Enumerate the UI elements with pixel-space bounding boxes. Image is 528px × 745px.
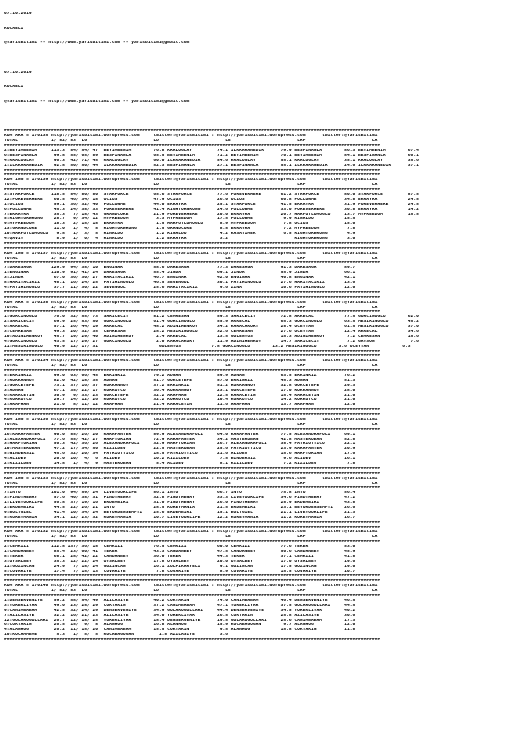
horse-row: 7:EKRAYRA 35.3 7/ 18/ 43 GRANDCOKE 21.9 FOREVERHERE 20.0 EKRAYRA 20.7 HARPUTLUMOGLU 13.7 MYFREEDOM 15.5 — [4, 212, 419, 217]
column-header: TOTAL 1/ 82/ 83 LG LD LE LRF LA — [4, 183, 378, 188]
race-block — [4, 526, 524, 580]
horse-row: 7:DARESAGA 129.9 94/ 38/ 10 ENGINAR 58.6 DARESAGA 77.3 DARESAGA 91.3 DARESAGA 89.7 — [4, 266, 356, 271]
horse-row: 1:ALEXANDRAPOLI 77.6 55/ 42/ 27 HARPTORIAN 72.9 KARAPANTER 34.2 MASTERUBAN 42.8 MASTERUBAN 52.8 — [4, 437, 356, 442]
separator-line: ######################################################################################################################################## — [4, 188, 381, 193]
separator-line: ######################################################################################################################################## — [4, 540, 381, 545]
separator-line: ######################################################################################################################################## — [4, 579, 381, 584]
horse-row: 10:MASTERUBAN 47.2 17/ 34/ 50 KIZILDEV 22.5 MASTERUBAN 25.6 PATRIOTTICO 23.9 KARAPANTER 20.9 — [4, 447, 356, 452]
separator-line: ######################################################################################################################################## — [4, 173, 381, 178]
column-header: TOTAL 1/ 82/ 83 LG LD LE LRF LA — [4, 535, 378, 540]
separator-line: ######################################################################################################################################## — [4, 525, 381, 530]
date-line: 07.10.2019 — [4, 11, 32, 16]
horse-row: 5:RIGHTORWRONG 28.7 9/ 34/ 12 MYFREEDOM 3.3 MYFREEDOM 17.5 FOLLOWME 9.9 RINALDO 15.5 — [4, 217, 356, 222]
race-title: KUM ARA = 170134 http://yarisbilimi.wordpress.com twitter:@YarisBilimi : http://yarisbilimi.wordpress.com twitter:@YarisBilimi — [4, 359, 378, 364]
spacer — [4, 56, 524, 61]
separator-line: ######################################################################################################################################## — [4, 520, 381, 525]
separator-line: ######################################################################################################################################## — [4, 246, 381, 251]
horse-row: 1:LIVEYOURLIFE 56.8 37/ 19/ 16 ERDEMBIRI 31.0 FINDTHEWAY 26.0 FINDTHEWAY 28.9 ERDEMBIRI 43.8 — [4, 501, 356, 506]
race-block — [4, 354, 524, 413]
race-title: KUM ARA = 170138 http://yarisbilimi.wordpress.com twitter:@YarisBilimi : http://yarisbilimi.wordpress.com twitter:@YarisBilimi — [4, 300, 378, 305]
horse-row: 4:GURCINOGLU 43.5 17/ 29/ 27 GURCINOGLU 2.0 KARACAKURT 11.9 ADINIHENKOY 14.7 SARICECIT 7.2 GAYSON 7.6 — [4, 339, 419, 344]
horse-row: 1:CANDANBEY 85.4 23/ 60/ 41 TEKER 43.3 CANDANBEY 47.5 CANDANBEY 50.6 CANDANBEY 45.9 — [4, 550, 356, 555]
separator-line: ######################################################################################################################################## — [4, 574, 381, 579]
separator-line: ######################################################################################################################################## — [4, 594, 381, 599]
separator-line: ######################################################################################################################################## — [4, 295, 381, 300]
horse-row: 4:KORKUTCU 29.7 14/ 12/ 26 KORKUTCU 32.2 KORKUTCU 10.4 KORKUTCU 14.2 KORKUTCU 21.0 — [4, 398, 356, 403]
horse-row: 13:GRANDCOKE 11.0 1/ 4/ 8 RIGHTORWRONG 1.5 GRANDCOKE 8.8 EKRAYRA 7.2 MYFREEDOM 7.8 — [4, 227, 356, 232]
horse-row: 3:CEMRESAN 49.3 20/ 32/ 35 CEMRESAN 28.2 MESIRINOGLU 32.6 CEMRESAN 27.6 OCEYTAN 12.4 AKKECAL 34.6 — [4, 329, 419, 334]
horse-row: 4:KRALOGLAY 96.3 42/ 71/ 45 KRALOGLAY 60.0 ILKKARANEDIR 54.6 KRALOGLAY 55.1 KRALOGLAY 35.1 KRALOGLAY 35.6 — [4, 158, 419, 163]
horse-row: 9:CANIMBABAM 42.5 32/ 24/ 29 DENSERVENIYE 34.9 GULAROGULLARI 44.4 DENSERVENIYE 34.5 YUREKLIYAR 40.2 — [4, 608, 356, 613]
horse-row: 8:HARITACIKIZ 48.1 16/ 24/ 25 FATIHINOGLU 46.5 SEVENGUL 30.1 FATIHINOGLU 27.6 HARITACIKIZ 13.6 — [4, 281, 356, 286]
horse-row: 3:STARFORCE 118.5 84/ 80/ 80 STARFORCE 65.6 STARFORCE 77.6 FOREVERHERE 61.2 STARFORCE 80.0 STARFORCE 87.5 — [4, 193, 419, 198]
horse-row: 6:AKKECAL 57.1 26/ 44/ 19 AKKECAL 48.2 ADINIHENKOY 34.2 KARACAKURT 28.4 OCEYTAN 61.5 MESIRINOGLU 37.0 — [4, 325, 419, 330]
separator-line: ######################################################################################################################################## — [4, 471, 381, 476]
separator-line: ######################################################################################################################################## — [4, 168, 381, 173]
horse-row: 10:ADINIHENKOY 45.7 19/ 29/ 40 ADINIHENKOY 2.4 AKKECAL 13.5 GOLENYUS 15.3 ADINIHENKOY 7.2 CEMRESAN 15.6 — [4, 334, 419, 339]
separator-line: ######################################################################################################################################## — [4, 638, 381, 643]
horse-row: 16:KARAPANTER 90.0 85/ 26/ 20 KARAPANTER 89.9 ALEXANDRAPOLI 64.0 KARAPANTER 77.5 ALEXANDRAPOLI 69.1 — [4, 432, 356, 437]
separator-line: ######################################################################################################################################## — [4, 310, 381, 315]
horse-row: 4:QAVIY 8.9 1/ 0/ 4 RINALDO 1.2 EKRAYRA 3.2 RIGHTORWRONG 3.0 — [4, 237, 356, 242]
race-title: KUM ARA = 170140 http://yarisbilimi.wordpress.com twitter:@YarisBilimi : http://yarisbilimi.wordpress.com twitter:@YarisBilimi — [4, 584, 378, 589]
column-header: TOTAL 1/ 82/ 83 LG LD LE LRF LA — [4, 139, 378, 144]
horse-row: 1:GOKCETEPE 73.1 37/ 16/ 37 RUKKANNOY 37.2 ERKINKIZ 51.2 RUKKANNOY 32.8 GOKCETEPE 29.3 — [4, 383, 356, 388]
separator-line: ######################################################################################################################################## — [4, 349, 381, 354]
spacer — [4, 115, 524, 120]
horse-row: 12:GULAROGULLARI 26.7 12/ 18/ 25 YUREKLIYAR 18.4 DENSERVENIYE 19.5 GULAROGULLARI 25.6 CANIMBABAM 17.3 — [4, 618, 356, 623]
horse-row: 3:HARPTORIAN 56.3 42/ 36/ 26 ALEXANDRAPOLI 32.9 HARPTORIAN 26.7 ALEXANDRAPOLI 38.4 PATRIOTTICO 22.1 — [4, 442, 356, 447]
race-title: KUM ING = 170133 http://yarisbilimi.wordpress.com twitter:@YarisBilimi : http://yarisbilimi.wordpress.com twitter:@YarisBilimi — [4, 476, 378, 481]
race-title: KUM ARA = 170132 http://yarisbilimi.wordpress.com twitter:@YarisBilimi : http://yarisbilimi.wordpress.com twitter:@YarisBilimi — [4, 530, 378, 535]
horse-row: 7:RUKKANNOY 82.0 42/ 18/ 35 ADNAN 51.7 GOKCETEPE 57.0 ERKINKIZ 45.3 ADNAN 51.3 — [4, 378, 356, 383]
horse-row: 6:BESFINANLA 99.8 55/ 65/ 89 BESFINANLA 65.5 BEYIMBENIM 71.2 BEYIMBENIM 70.1 BEYIMBENIM 84.1 BESFINANLA 66.1 — [4, 153, 419, 158]
separator-line: ######################################################################################################################################## — [4, 129, 381, 134]
race-block — [4, 413, 524, 472]
horse-row: 1:ILKKARANEDIR 92.8 50/ 50/ 44 ILKKARANEDIR 52.3 BESFINANLA 27.1 BESFINANLA 55.1 ILKKARANEDIR 24.6 ILKKARANEDIR 37.1 — [4, 163, 419, 168]
horse-row: 2:ARAPHAN 21.0 8/ 11/ 12 ARAPHAN 21.4 KARACETIN 11.6 ARAPHAN 13.7 ARAPHAN 12.0 — [4, 403, 356, 408]
horse-row: 2:KIZILDEV 14.8 1/ 4/ 9 MASTERUBAN 5.4 ALIDEV 8.1 KIZILDEV 7.2 KIZILDEV 7.8 — [4, 462, 356, 466]
race-title: KUM ING = 170139 http://yarisbilimi.wordpress.com twitter:@YarisBilimi : http://yarisbilimi.wordpress.com twitter:@YarisBilimi — [4, 178, 378, 183]
horse-row: 10:KOCAMMEME 5.3 1/ 5/ 5 KOCABAGOGAN 1.8 AZILASIYE 3.6 — [4, 633, 229, 638]
race-block — [4, 472, 524, 526]
horse-row: 4:ALIDEV 20.0 10/ 4/ 6 ALIDEV 10.2 KIZILDEV 7.5 WINDERSIZ 9.6 ALIDEV 16.1 — [4, 457, 356, 462]
horse-row: 3:FINDTHEWAY 57.6 40/ 38/ 31 FINDTHEWAY 32.8 FINDTHEWAY 33.3 LIVEYOURLIFE 34.6 FINDTHEWAY 47.2 — [4, 496, 356, 501]
horse-row: 2:BEYIMBENIM 113.3 84/ 54/ 47 BEYIMBENIM 76.8 KRALOGLAY 74.1 ILKKARANEDIR 79.9 BESFINANLA 86.3 BEYIMBENIM 67.4 — [4, 149, 419, 153]
column-header: TOTAL 1/ 82/ 83 LG LD LE LRF LA — [4, 422, 378, 427]
separator-line: ######################################################################################################################################## — [4, 290, 381, 295]
race-title: KUM ING = 170137 http://yarisbilimi.wordpress.com twitter:@YarisBilimi : http://yarisbilimi.wordpress.com twitter:@YarisBilimi — [4, 251, 378, 256]
separator-line: ######################################################################################################################################## — [4, 354, 381, 359]
column-header: TOTAL 1/ 82/ 83 LG LD LE LRF LA — [4, 589, 378, 594]
separator-line: ######################################################################################################################################## — [4, 486, 381, 491]
horse-row: 1:OCIUS 59.1 36/ 32/ 40 FOLLOWME 44.0 EKRAYRA 25.1 STARFORCE 41.5 EKRAYRA 31.9 FOREVERHERE 24.5 — [4, 202, 419, 207]
horse-row: 3:JINDA 67.0 36/ 30/ 27 HARITACIKIZ 46.7 ENGINAR 42.0 ENGINAR 40.8 ENGINAR 42.1 — [4, 276, 356, 281]
horse-row: 9:BOLTGIEL 41.4 10/ 34/ 24 BEYORDENSEMPTI 25.6 ERDEMBIRI 15.1 BOLTGIEL 21.1 LIVEYOURLIFE 21.3 — [4, 510, 356, 515]
horse-row: 8:TEKER 68.1 28/ 42/ 22 CANDANBEY 36.0 TEKER 44.3 TEKER 37.1 CEMKIZI 41.8 — [4, 554, 356, 559]
separator-line: ######################################################################################################################################## — [4, 144, 381, 149]
horse-row: 3:ADNAN 67.1 35/ 22/ 17 KORKUTCU 36.4 RUKKANNOY 23.1 GOKCETEPE 17.0 RUKKANNOY 28.0 — [4, 388, 356, 393]
separator-line: ######################################################################################################################################## — [4, 408, 381, 413]
horse-row: 12:FOREVERHERE 60.5 46/ 34/ 18 OCIUS 47.9 OCIUS 26.0 OCIUS 60.8 FOLLOWME 34.8 EKRAYRA 24.5 — [4, 197, 419, 202]
horse-row: 6:COKTAKIN 26.5 15/ 9/ 8 ALANHOG 16.8 ALANHOG 15.9 KOCABAGOGAN 9.7 ALANHOG 12.0 — [4, 623, 356, 628]
city-line-2: KOCAELI — [4, 85, 24, 90]
separator-line: ######################################################################################################################################## — [4, 369, 381, 374]
horse-row: 6:FOLLOWME 45.3 24/ 38/ 33 FOREVERHERE 41.4 RIGHTORWRONG 24.6 FOLLOWME 33.0 FOREVERHERE 30.8 EKRAYRA 14.2 — [4, 207, 419, 212]
horse-row: 5:ERKINKIZ 99.0 63/ 66/ 45 ERKINKIZ 79.2 ADNAN 59.9 ADNAN 63.5 ERKINKIZ 76.2 — [4, 373, 356, 378]
horse-row: 7:AZILASIYE 32.2 16/ 21/ 23 AZILASIYE 34.0 YUREKLIYAR 26.5 COKTAKIN 25.8 AZILASIYE 30.6 — [4, 613, 356, 618]
horse-row: 5:WINDERSIZ 45.6 32/ 20/ 34 PATRIOTTICO 18.5 PATRIOTTICO 21.6 ALIDEV 15.6 HARPTORIAN 17.6 — [4, 452, 356, 457]
horse-row: 1:GURCINOGLU 76.0 32/ 55/ 73 SARICECIT 81.2 CEMRESAN 59.3 SARICECIT 72.8 AKKECAL 77.5 GURCINOGLU 62.0 — [4, 315, 419, 320]
column-header: TOTAL 1/ 82/ 83 LG LD LE LRF LA — [4, 481, 378, 486]
column-header: TOTAL 1/ 82/ 83 LG LD LE LRF LA — [4, 256, 378, 261]
contact-line-2: @YarisBilimi -- http://www.yarisbilimi.com -- yarisbilimi@gmail.com — [4, 100, 190, 105]
horse-row: 5:KUREYMANIA 34.1 12/ 23/ 32 KUREYMANIA 10.7 LIVEYOURLIFE 12.2 KUREYMANIA 11.2 KUREYMANIA 16.7 — [4, 515, 356, 520]
race-block — [4, 173, 524, 246]
horse-row: 1:DENSERVENIYE 59.2 58/ 54/ 49 AZILASIYE 40.2 COKTAKIN 74.0 CANIMBABAM 46.4 DENSERVENIYE 46.5 — [4, 598, 356, 603]
horse-row: 7:INTO 101.0 94/ 59/ 24 LIVEYOURLIFE 86.1 INTO 66.7 INTO 75.8 INTO 56.4 — [4, 491, 356, 496]
horse-row: 3:YUREKLIYAR 49.0 23/ 28/ 29 COKTAKIN 37.2 CANIMBABAM 47.1 YUREKLIYAR 37.5 GULAROGULLARI 44.5 — [4, 603, 356, 608]
results-document — [4, 2, 524, 743]
horse-row: 4:ALANHOG 26.2 11/ 15/ 20 CANIMBABAM 15.5 COKTAKIN 9.5 ALANHOG 15.8 COKTAKIN 11.8 — [4, 628, 356, 633]
horse-row: 11:GUZINCAN 24.9 7/ 18/ 24 GUZINCAN 16.1 ZULFIKARYELI 9.1 GUZINCAN 17.5 GUZINCAN 19.0 — [4, 564, 356, 569]
horse-row: 2:SARICECIT 69.9 25/ 53/ 50 GURCINOGLU 61.4 GURCINOGLU 55.9 AKKECAL 65.3 GURCINOGLU 63.5 MESIRINOGLU 45.2 — [4, 320, 419, 325]
separator-line: ######################################################################################################################################## — [4, 241, 381, 246]
race-block — [4, 579, 524, 643]
separator-line: ######################################################################################################################################## — [4, 427, 381, 432]
horse-row: 2:ERDEMBIRI 44.5 22/ 26/ 21 INTO 28.5 KUREYMANIA 21.5 ERDEMBIRI 23.1 BEYORDENSEMPTI 26.6 — [4, 506, 356, 511]
race-title: KUM ARA = 170135 http://yarisbilimi.wordpress.com twitter:@YarisBilimi : http://yarisbilimi.wordpress.com twitter:@YarisBilimi — [4, 134, 378, 139]
city-line: KOCAELI — [4, 26, 24, 31]
race-title: KUM ING = 170136 http://yarisbilimi.wordpress.com twitter:@YarisBilimi : http://yarisbilimi.wordpress.com twitter:@YarisBilimi — [4, 417, 378, 422]
horse-row: 4:FATIHINOGLU 37.7 11/ 30/ 22 SEVENGUL 25.6 HARITACIKIZ 9.6 ZINA 10.6 FATIHINOGLU 12.0 — [4, 285, 356, 290]
horse-row: 5:COVARIYE 17.4 7/ 15/ 13 COVARIYE 7.8 COVARIYE 8.9 COVARIYE 15.5 COVARIYE 10.7 — [4, 569, 356, 574]
horse-row: 9:MYFREEDOM 18.3 2/ 15/ 18 EKRAYRA 1.5 HARPUTLUMOGLU 8.9 MYFREEDOM 7.8 OCIUS 15.0 — [4, 222, 356, 227]
column-header: TOTAL 1/ 82/ 83 LG LD LE LRF LA — [4, 305, 378, 310]
race-block — [4, 247, 524, 296]
column-header: TOTAL 1/ 82/ 83 LG LD LE LRF LA — [4, 364, 378, 369]
contact-line: @YarisBilimi -- http://www.yarisbilimi.com -- yarisbilimi@gmail.com — [4, 41, 190, 46]
horse-row: 6:KARACETIN 30.9 9/ 33/ 23 GOKCETEPE 32.2 ARAPHAN 12.5 KARACETIN 15.4 KARACETIN 21.0 — [4, 393, 356, 398]
horse-row: 10:HARPUTLUMOGLU 9.8 1/ 3/ 5 RINALDO 1.2 RINALDO 4.2 KASATIMEK 6.5 RIGHTORWRONG 4.9 — [4, 232, 356, 237]
separator-line: ######################################################################################################################################## — [4, 413, 381, 418]
horse-row: 3:UYSALBEY 35.3 12/ 22/ 24 UYSALBEY 17.8 UYSALBEY 20.0 UYSALBEY 17.0 UYSALBEY 19.6 — [4, 559, 356, 564]
race-block — [4, 129, 524, 173]
race-blocks — [4, 129, 524, 643]
horse-row: 1:ENGINAR 110.9 91/ 41/ 24 DARESAGA 55.4 JINDA 69.1 JINDA 55.9 JINDA 66.1 — [4, 271, 356, 276]
horse-row: 11:MESIRINOGLU 40.9 12/ 17/ 31 GOLENYUS 7.8 GURCINOGLU 13.2 MESIRINOGLU 3.6 OCEYTAN 6.3 — [4, 344, 411, 349]
race-block — [4, 296, 524, 355]
separator-line: ######################################################################################################################################## — [4, 261, 381, 266]
separator-line: ######################################################################################################################################## — [4, 466, 381, 471]
date-line-2: 07.10.2019 — [4, 70, 32, 75]
horse-row: 2:CEMKIZI 112.8 137/ 36/ 18 CEMKIZI 76.5 CEMKIZI 60.0 CEMKIZI 77.6 TEKER 53.0 — [4, 545, 356, 550]
